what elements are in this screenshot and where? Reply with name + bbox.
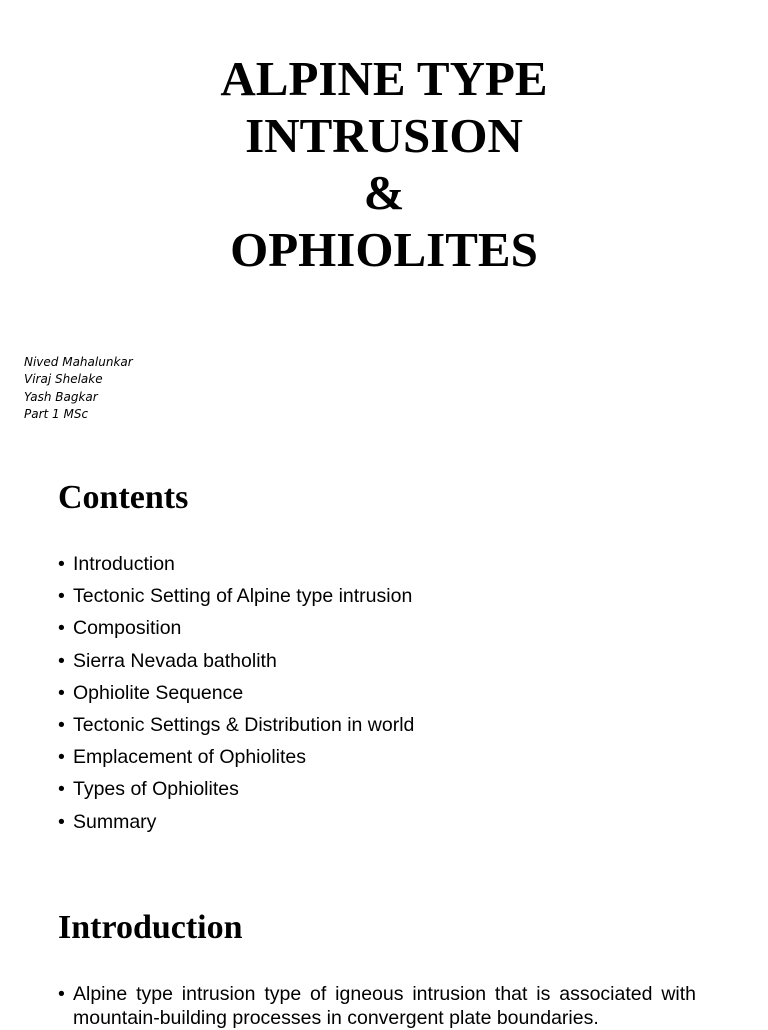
author-name: Nived Mahalunkar <box>24 355 133 369</box>
introduction-heading: Introduction <box>58 909 243 946</box>
list-item <box>58 677 414 709</box>
list-item-text: Alpine type intrusion type of igneous intrusion that is associated with mountain-building processes in convergent plate boundaries. <box>73 983 696 1029</box>
list-item <box>58 982 696 1030</box>
title-slide <box>0 0 768 440</box>
list-item-text: Types of Ophiolites <box>73 778 239 801</box>
list-item <box>58 709 414 741</box>
title-line: ALPINE TYPE <box>220 51 548 106</box>
contents-heading: Contents <box>58 479 189 516</box>
list-item <box>58 580 414 612</box>
list-item-text: Ophiolite Sequence <box>73 681 244 704</box>
bullet-icon: • <box>58 810 65 833</box>
list-item-text: Composition <box>73 617 182 640</box>
list-item-text: Emplacement of Ophiolites <box>73 746 307 769</box>
list-item-text: Sierra Nevada batholith <box>73 649 277 672</box>
list-item-text: Tectonic Setting of Alpine type intrusion <box>73 585 413 608</box>
list-item-text: Tectonic Settings & Distribution in world <box>73 713 415 736</box>
author-name: Yash Bagkar <box>24 389 98 404</box>
author-class: Part 1 MSc <box>24 406 89 421</box>
bullet-icon: • <box>58 553 65 575</box>
contents-list <box>58 548 414 838</box>
list-item <box>58 645 414 677</box>
bullet-icon: • <box>58 713 65 736</box>
contents-slide <box>0 440 768 870</box>
bullet-icon: • <box>58 746 65 769</box>
list-item <box>58 806 414 838</box>
introduction-list <box>58 982 696 1030</box>
bullet-icon: • <box>58 983 65 1005</box>
bullet-icon: • <box>58 778 65 801</box>
bullet-icon: • <box>58 681 65 704</box>
list-item <box>58 741 414 773</box>
title-line: INTRUSION <box>245 108 523 163</box>
author-name: Viraj Shelake <box>24 372 103 387</box>
list-item <box>58 612 414 644</box>
author-list <box>24 354 133 423</box>
presentation-title <box>0 50 768 278</box>
bullet-icon: • <box>58 585 65 608</box>
bullet-icon: • <box>58 649 65 672</box>
title-line: OPHIOLITES <box>230 222 538 277</box>
list-item <box>58 548 414 580</box>
bullet-icon: • <box>58 617 65 640</box>
title-line: & <box>363 165 405 220</box>
introduction-slide <box>0 890 768 1029</box>
list-item <box>58 773 414 805</box>
list-item-text: Summary <box>73 810 157 833</box>
list-item-text: Introduction <box>73 553 175 575</box>
